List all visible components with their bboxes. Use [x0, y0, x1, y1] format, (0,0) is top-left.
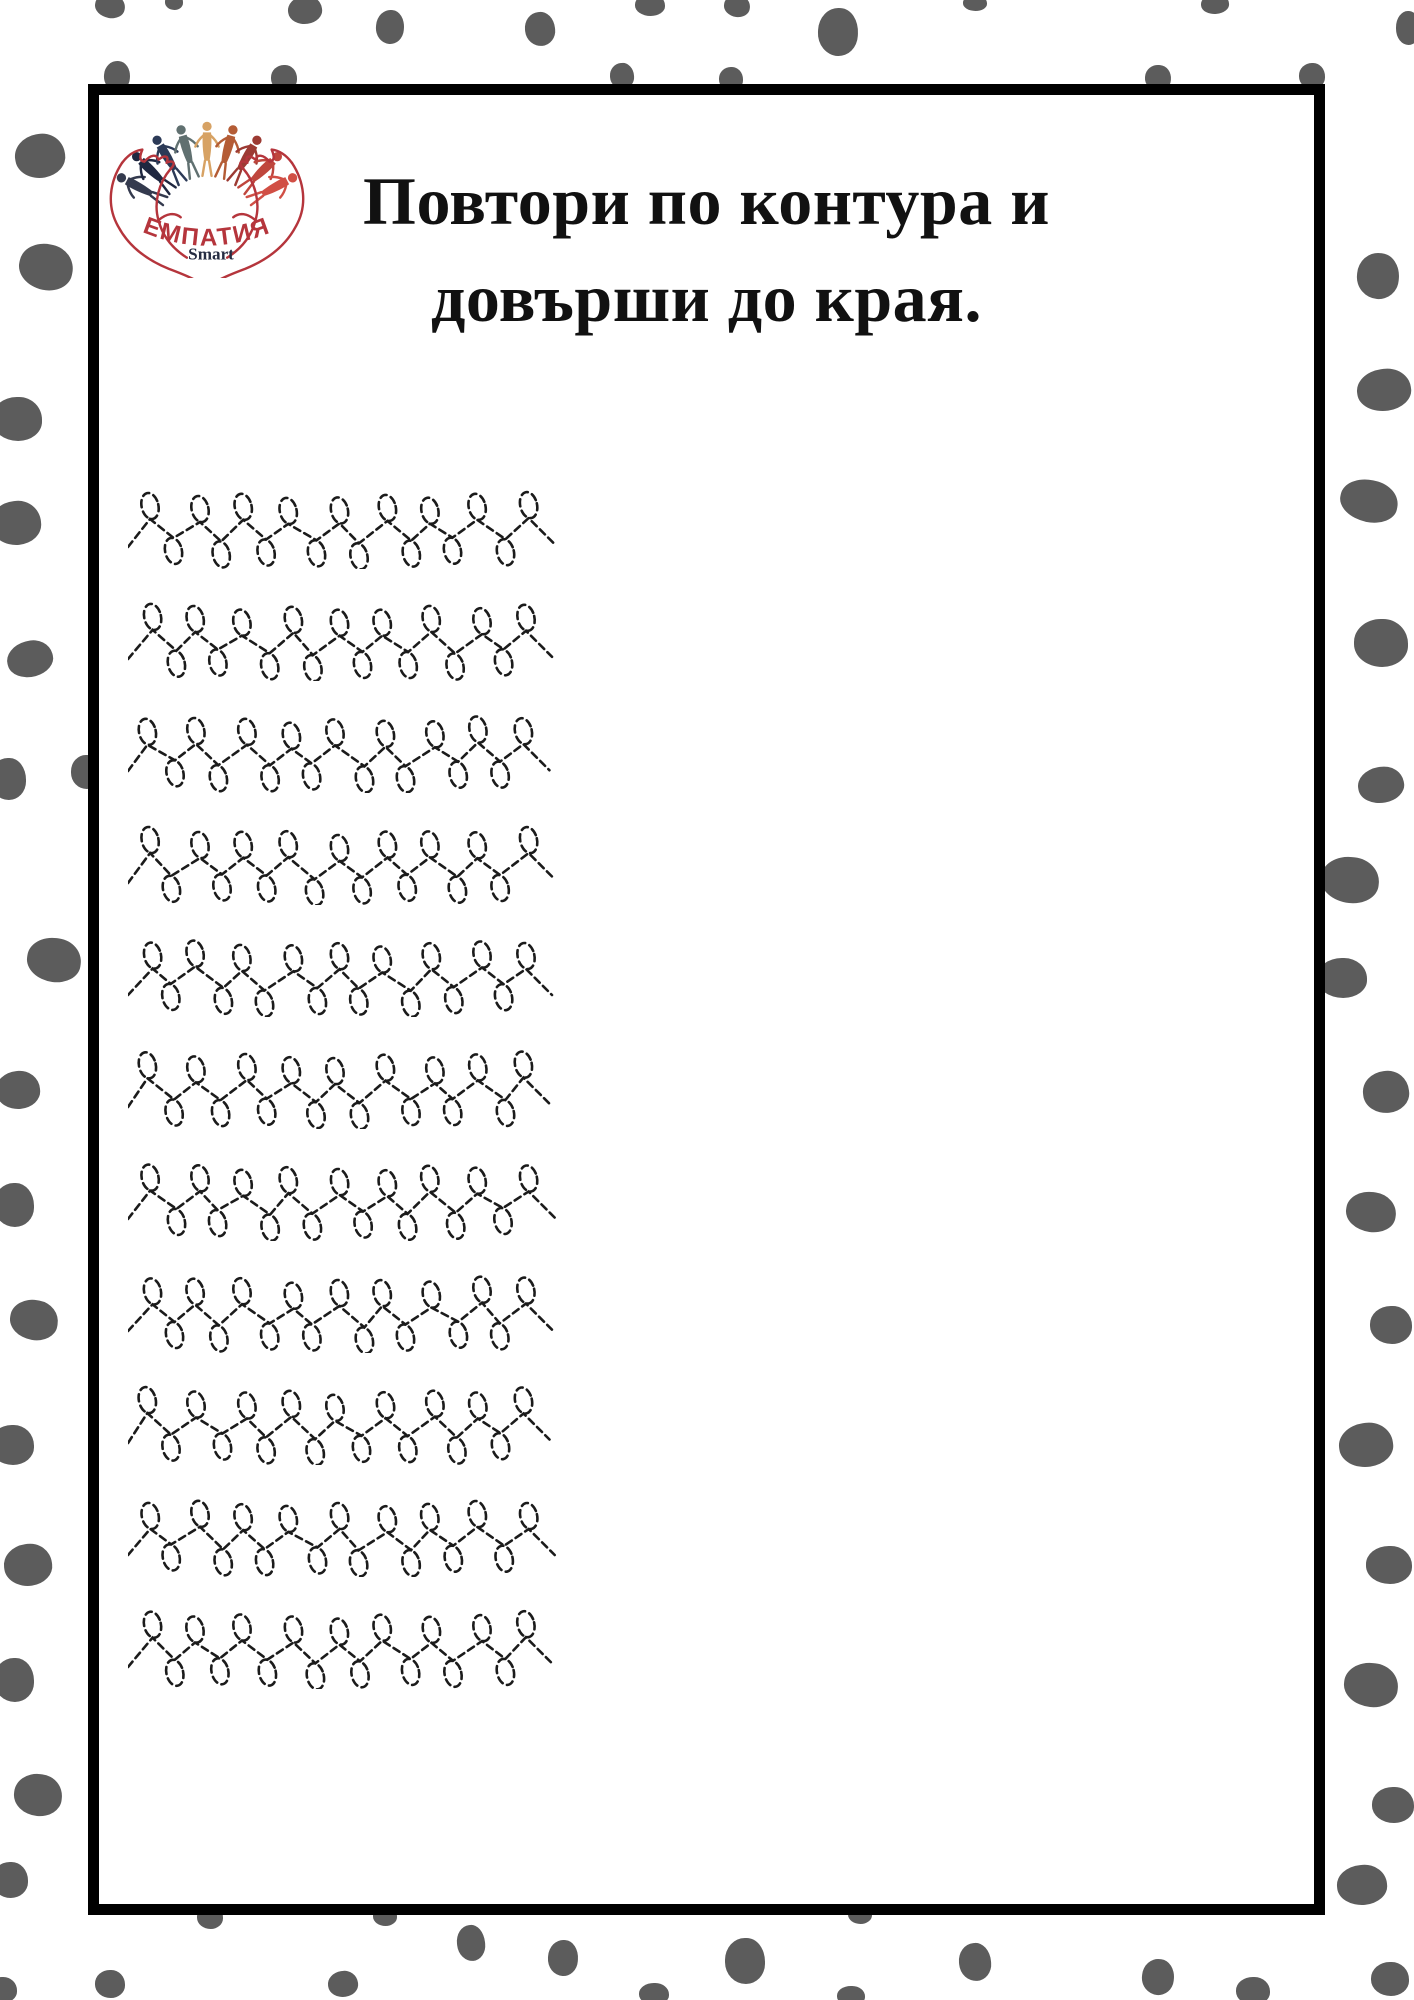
background-dot [547, 1939, 579, 1977]
background-dot [1336, 1419, 1396, 1470]
background-dot [1140, 1957, 1176, 1996]
background-dot [24, 934, 84, 985]
background-dot [1354, 365, 1413, 414]
background-dot [1366, 1546, 1412, 1584]
background-dot [1396, 11, 1414, 45]
background-dot [1319, 854, 1381, 906]
background-dot [1371, 1962, 1409, 1996]
background-dot [95, 1970, 125, 1998]
background-dot [0, 758, 26, 800]
worksheet-page [88, 84, 1325, 1915]
background-dot [375, 9, 406, 45]
background-dot [0, 1425, 34, 1465]
background-dot [0, 499, 43, 547]
background-dot [723, 0, 752, 19]
background-dot [963, 0, 987, 11]
background-dot [0, 1862, 28, 1898]
background-dot [1355, 251, 1401, 300]
background-dot [1200, 0, 1230, 15]
background-dot [0, 1977, 17, 2000]
tracing-row [128, 1603, 568, 1689]
background-dot [0, 1658, 34, 1702]
background-dot [639, 1983, 669, 2000]
worksheet-title [99, 153, 1314, 347]
background-dot [1355, 763, 1407, 806]
tracing-row [128, 1491, 568, 1577]
background-dot [1370, 1306, 1412, 1344]
background-dot [1335, 1863, 1388, 1907]
tracing-row [128, 483, 568, 569]
logo-subbrand-text: Smart [188, 244, 234, 264]
background-dot [1342, 1660, 1400, 1709]
background-dot [1236, 1977, 1270, 2000]
background-dot [326, 1969, 359, 1999]
background-dot [455, 1924, 487, 1963]
background-dot [1354, 619, 1408, 667]
background-dot [817, 7, 859, 57]
background-dot [957, 1942, 992, 1983]
background-dot [1336, 474, 1401, 527]
background-dot [523, 11, 556, 48]
background-dot [15, 239, 77, 295]
background-dot [0, 397, 42, 441]
background-dot [0, 1069, 42, 1111]
title-line-1: Повтори по контура и [363, 163, 1050, 239]
background-dot [725, 1938, 765, 1984]
tracing-row [128, 595, 568, 681]
tracing-row [128, 1379, 568, 1465]
logo-brand-text: ЕМПАТИЯ [139, 212, 275, 252]
tracing-row [128, 819, 568, 905]
background-dot [7, 1296, 61, 1344]
background-dot [0, 1183, 34, 1227]
background-dot [12, 130, 69, 182]
tracing-row [128, 931, 568, 1017]
background-dot [286, 0, 324, 26]
background-dot [12, 1772, 64, 1819]
tracing-row [128, 1155, 568, 1241]
background-dot [837, 1986, 865, 2000]
tracing-row [128, 1267, 568, 1353]
background-dot [1343, 1189, 1398, 1236]
background-dot [1372, 1787, 1414, 1823]
title-line-2: довърши до края. [431, 260, 982, 336]
background-dot [3, 636, 57, 683]
background-dot [165, 0, 183, 10]
background-dot [1361, 1069, 1411, 1116]
background-dot [635, 0, 665, 16]
background-dot [1, 1541, 54, 1589]
tracing-row [128, 1043, 568, 1129]
tracing-row [128, 707, 568, 793]
background-dot [93, 0, 127, 20]
